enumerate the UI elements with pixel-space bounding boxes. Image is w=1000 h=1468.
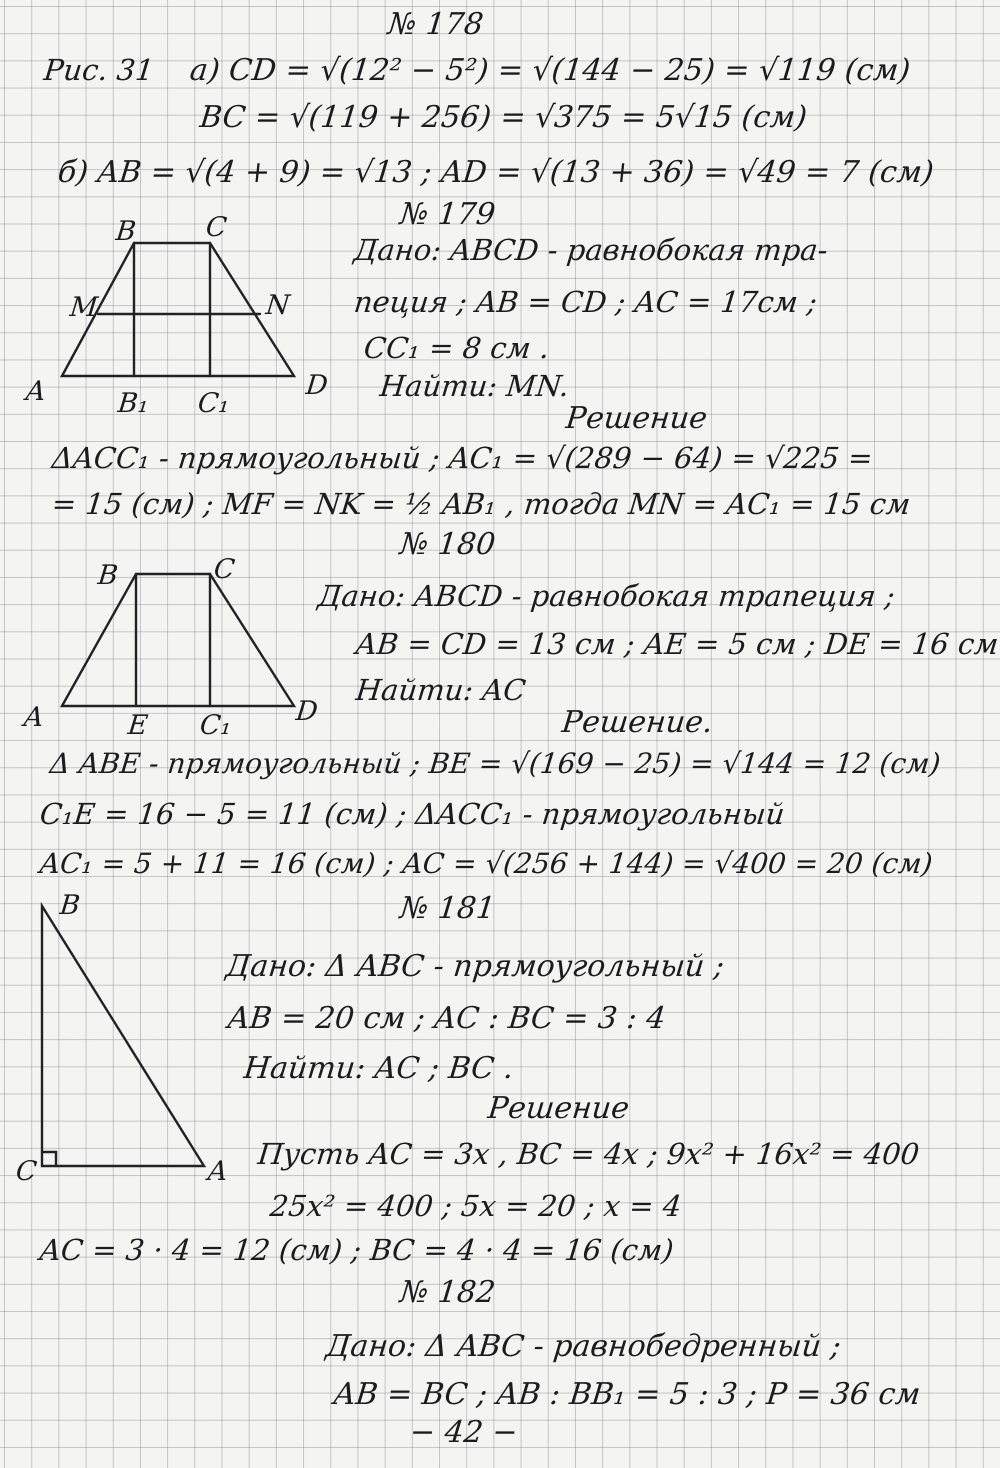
problem-179-find: Найти: MN. [378, 369, 571, 403]
problem-181-given-2: AB = 20 см ; AC : BC = 3 : 4 [226, 1001, 668, 1036]
right-angle-mark [42, 1152, 56, 1166]
problem-178-part-b: б) AB = √(4 + 9) = √13 ; AD = √(13 + 36) = √49 = 7 (см) [56, 155, 936, 190]
problem-180-solution-3: AC₁ = 5 + 11 = 16 (см) ; AC = √(256 + 144) = √400 = 20 (см) [38, 847, 935, 880]
problem-181-given-1: Дано: Δ ABC - прямоугольный ; [224, 949, 726, 984]
problem-182-given-2: AB = BC ; AB : BB₁ = 5 : 3 ; P = 36 см [332, 1377, 923, 1412]
problem-179-number: № 179 [398, 197, 498, 232]
problem-179-given-1: Дано: ABCD - равнобокая тра- [352, 233, 830, 267]
problem-181-solution-2: 25x² = 400 ; 5x = 20 ; x = 4 [268, 1189, 684, 1223]
problem-181-solution-3: AC = 3 · 4 = 12 (см) ; BC = 4 · 4 = 16 (см) [38, 1233, 676, 1267]
problem-180-given-2: AB = CD = 13 см ; AE = 5 см ; DE = 16 см [354, 627, 1000, 661]
problem-181-number: № 181 [398, 891, 498, 926]
label-179-A: A [24, 376, 48, 407]
problem-182-given-1: Дано: Δ ABC - равнобедренный ; [324, 1329, 843, 1364]
problem-179-solution-2: = 15 (см) ; MF = NK = ½ AB₁ , тогда MN = AC₁ = 15 см [50, 487, 912, 521]
label-181-B: B [58, 890, 82, 921]
triangle-181-outline [42, 906, 204, 1166]
label-180-C1: C₁ [198, 710, 234, 741]
problem-181-find: Найти: AC ; BC . [242, 1051, 516, 1086]
problem-180-find: Найти: AC [354, 673, 528, 707]
figure-label: Рис. 31 [42, 53, 156, 87]
problem-181-solution-1: Пусть AC = 3x , BC = 4x ; 9x² + 16x² = 400 [256, 1137, 921, 1171]
label-179-C1: C₁ [196, 388, 232, 419]
problem-180-number: № 180 [398, 527, 498, 562]
label-179-M: M [68, 292, 100, 323]
page-number: − 42 − [408, 1415, 520, 1450]
problem-178-part-a: а) CD = √(12² − 5²) = √(144 − 25) = √119 (см) [188, 53, 912, 88]
problem-180-solution-1: Δ ABE - прямоугольный ; BE = √(169 − 25) = √144 = 12 (см) [48, 747, 943, 780]
label-180-D: D [294, 696, 320, 727]
label-179-B: B [114, 216, 138, 247]
label-179-N: N [264, 290, 292, 321]
label-180-A: A [22, 702, 46, 733]
label-179-C: C [204, 212, 229, 243]
problem-179-solution-title: Решение [564, 401, 709, 436]
label-180-E: E [126, 710, 150, 741]
problem-180-solution-2: C₁E = 16 − 5 = 11 (см) ; ΔACC₁ - прямоугольный [38, 797, 787, 831]
label-181-A: A [206, 1156, 230, 1187]
problem-178-number: № 178 [386, 7, 486, 42]
problem-181-solution-title: Решение [486, 1091, 631, 1126]
problem-178-bc-line: BC = √(119 + 256) = √375 = 5√15 (см) [198, 100, 809, 135]
label-181-C: C [14, 1156, 39, 1187]
label-180-B: B [96, 560, 120, 591]
problem-180-solution-title: Решение. [560, 705, 715, 740]
label-179-D: D [304, 370, 330, 401]
problem-179-solution-1: ΔACC₁ - прямоугольный ; AC₁ = √(289 − 64) = √225 = [50, 441, 875, 475]
problem-180-given-1: Дано: ABCD - равнобокая трапеция ; [316, 579, 897, 613]
problem-179-given-3: CC₁ = 8 см . [362, 331, 551, 365]
label-180-C: C [212, 554, 237, 585]
label-179-B1: B₁ [116, 388, 151, 419]
problem-182-number: № 182 [398, 1275, 498, 1310]
problem-179-given-2: пеция ; AB = CD ; AC = 17см ; [352, 285, 819, 319]
